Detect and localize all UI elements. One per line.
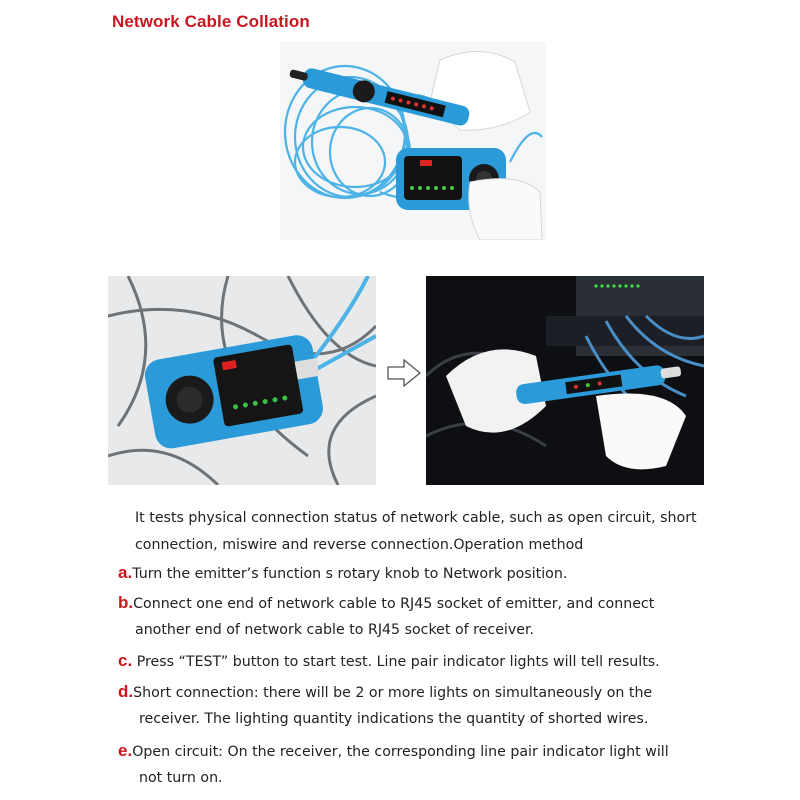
step-text-continued: not turn on. (139, 770, 223, 786)
step-text: Turn the emitter’s function s rotary knob to Network position. (132, 566, 568, 582)
step-text-continued: another end of network cable to RJ45 socket of receiver. (135, 622, 535, 638)
step-marker: a. (118, 563, 133, 582)
step-e (118, 741, 669, 761)
step-text: Press “TEST” button to start test. Line pair indicator lights will tell results. (136, 654, 660, 670)
page-title: Network Cable Collation (112, 12, 310, 31)
right-arrow-outline-icon (386, 358, 422, 388)
step-text: Open circuit: On the receiver, the corresponding line pair indicator light will (132, 744, 669, 760)
step-text-continued: receiver. The lighting quantity indications the quantity of shorted wires. (139, 711, 649, 727)
step-marker: b. (118, 593, 134, 612)
step-c (118, 651, 660, 671)
tester-with-cable-photo (280, 42, 546, 240)
step-marker: c. (118, 651, 133, 670)
step-d (118, 682, 652, 702)
intro-line: connection, miswire and reverse connection.Operation method (135, 537, 584, 553)
step-marker: e. (118, 741, 133, 760)
intro-line: It tests physical connection status of network cable, such as open circuit, short (135, 510, 697, 526)
step-marker: d. (118, 682, 134, 701)
step-b (118, 593, 654, 613)
receiver-with-cables-photo (108, 276, 376, 485)
step-text: Short connection: there will be 2 or more lights on simultaneously on the (133, 685, 653, 701)
step-text: Connect one end of network cable to RJ45 socket of emitter, and connect (133, 596, 655, 612)
step-a (118, 563, 567, 583)
probe-at-switch-photo (426, 276, 704, 485)
